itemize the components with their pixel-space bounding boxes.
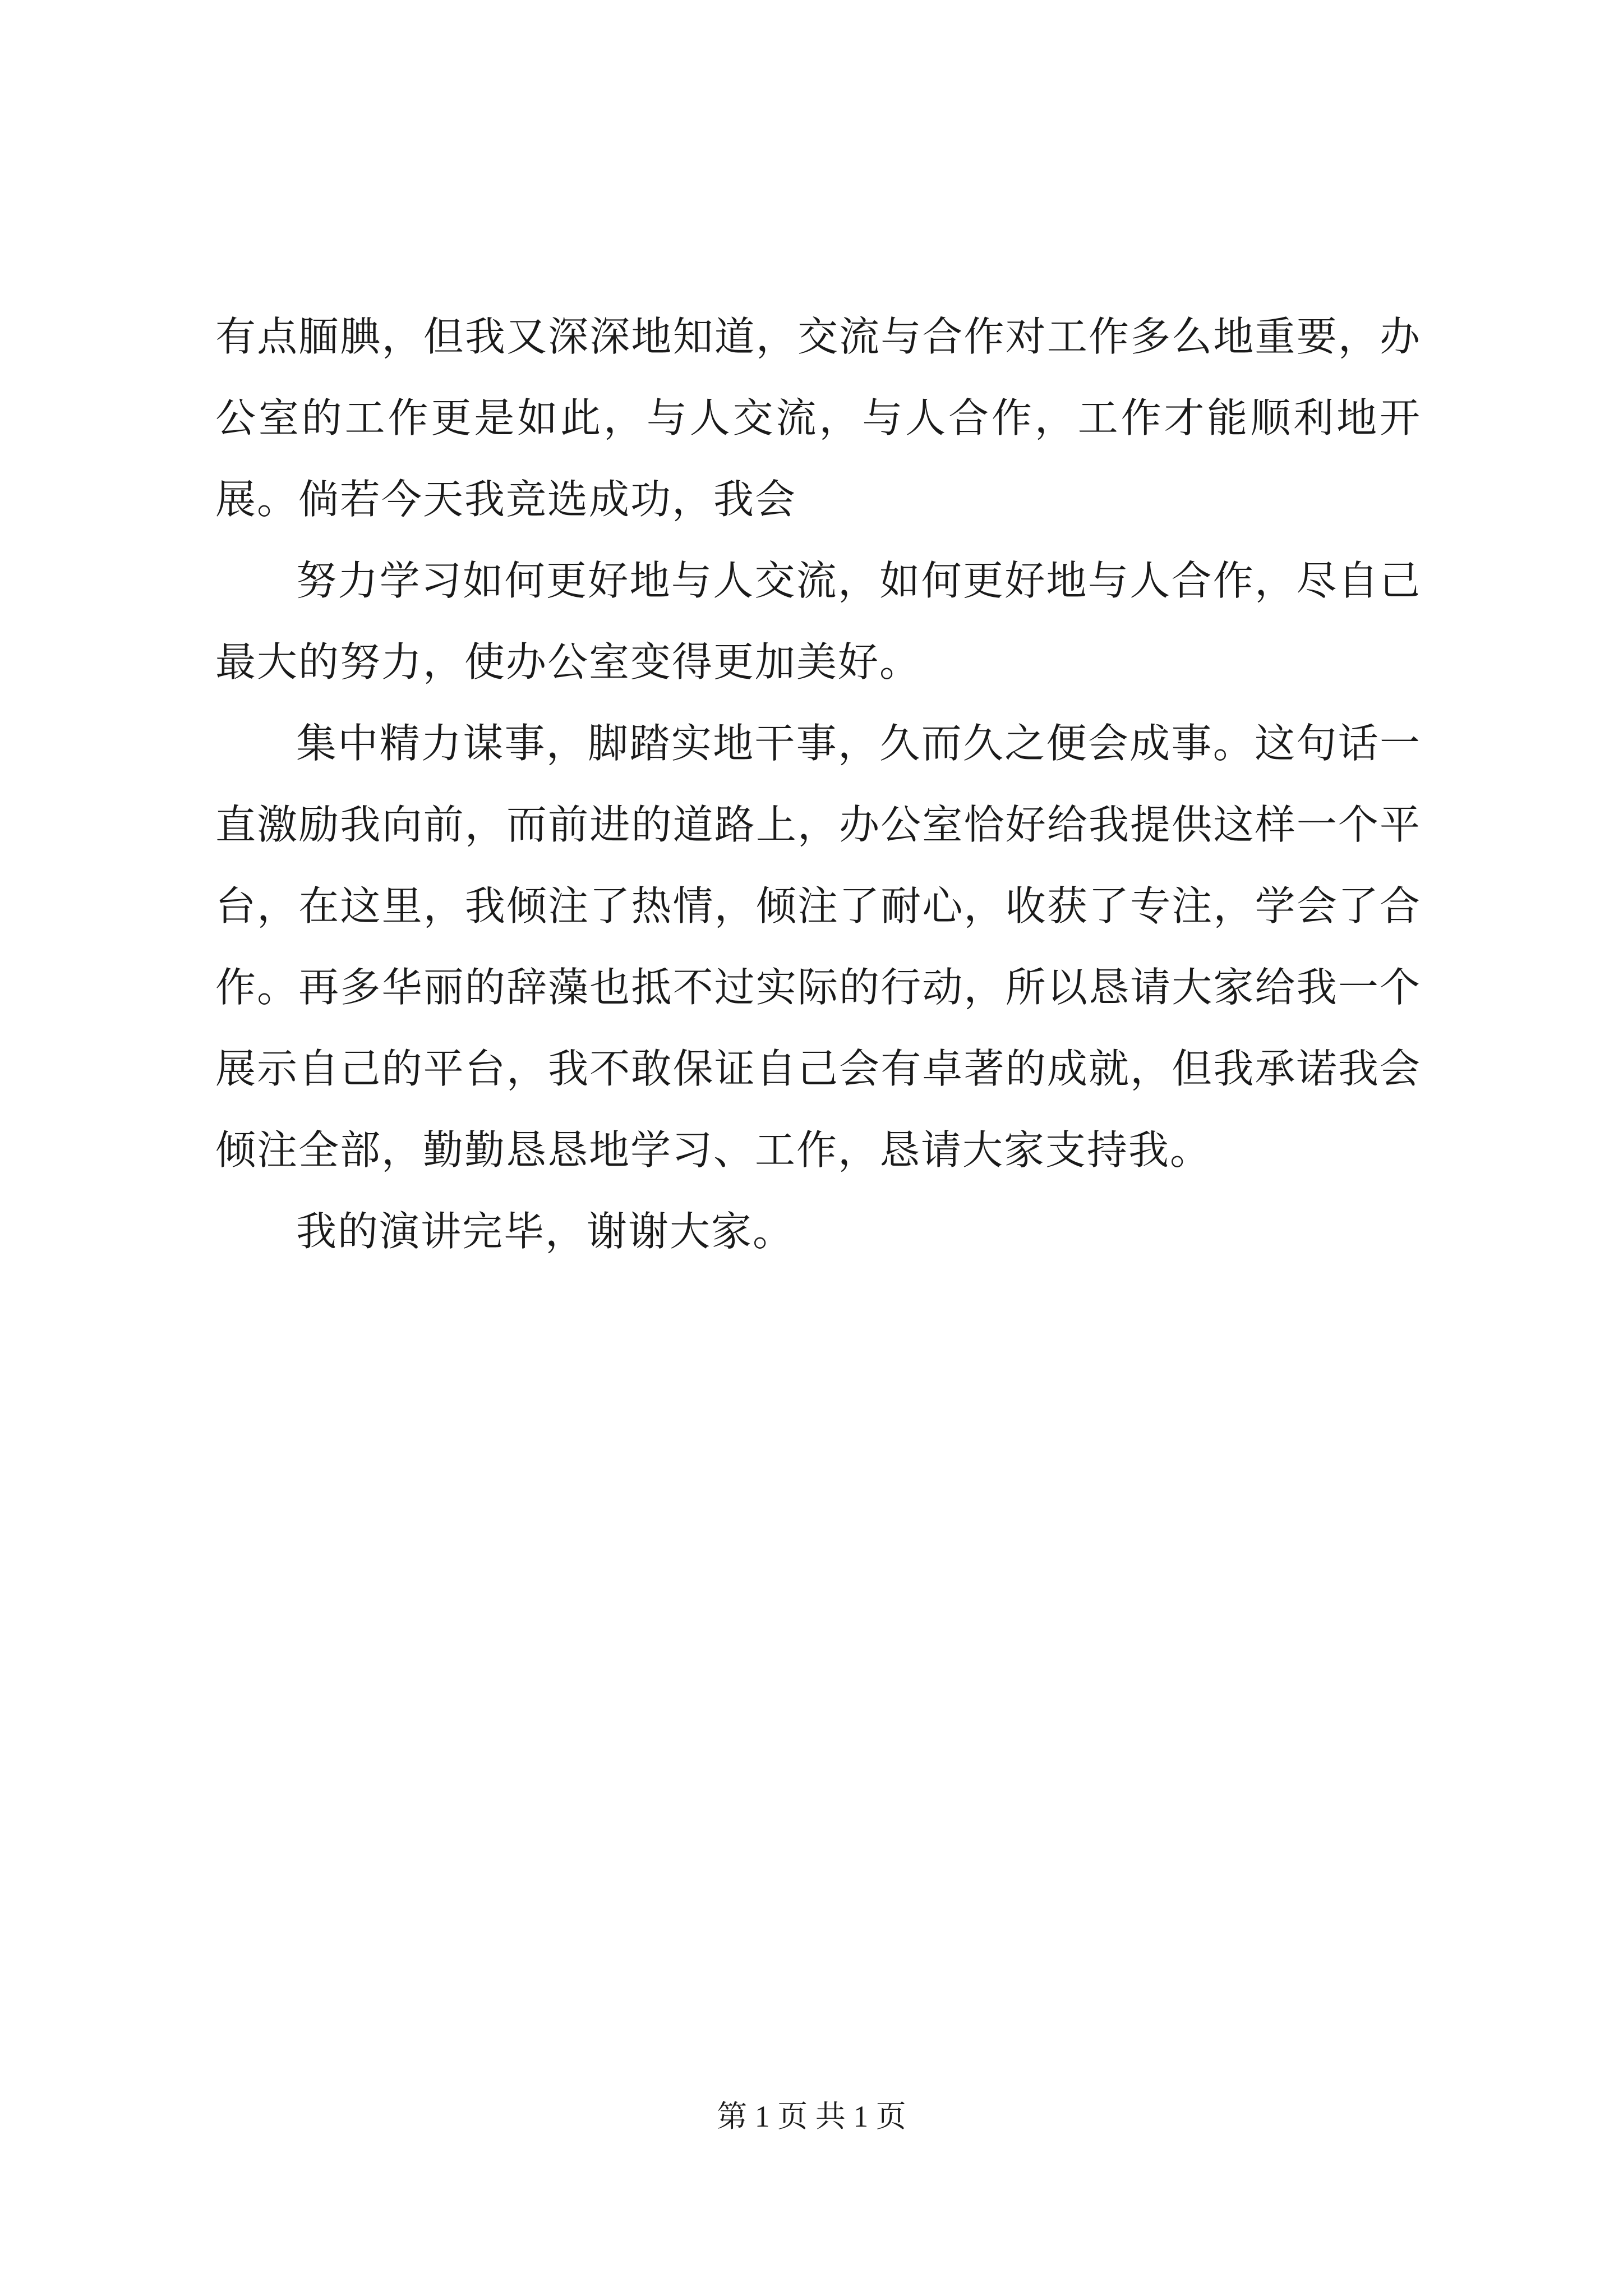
document-body <box>215 296 1421 1272</box>
paragraph-2: 努力学习如何更好地与人交流，如何更好地与人合作，尽自己最大的努力，使办公室变得更加美好。 <box>215 557 1421 685</box>
paragraph-1: 有点腼腆，但我又深深地知道，交流与合作对工作多么地重要，办公室的工作更是如此，与人交流，与人合作，工作才能顺利地开展。倘若今天我竞选成功，我会 <box>215 313 1421 523</box>
page-footer: 第 1 页 共 1 页 <box>717 2100 906 2133</box>
paragraph-3: 集中精力谋事，脚踏实地干事，久而久之便会成事。这句话一直激励我向前，而前进的道路上，办公室恰好给我提供这样一个平台，在这里，我倾注了热情，倾注了耐心，收获了专注，学会了合作。再多华丽的辞藻也抵不过实际的行动，所以恳请大家给我一个展示自己的平台，我不敢保证自己会有卓著的成就，但我承诺我会倾注全部，勤勤恳恳地学习、工作，恳请大家支持我。 <box>215 720 1421 1174</box>
paragraph-4: 我的演讲完毕，谢谢大家。 <box>296 1208 795 1255</box>
